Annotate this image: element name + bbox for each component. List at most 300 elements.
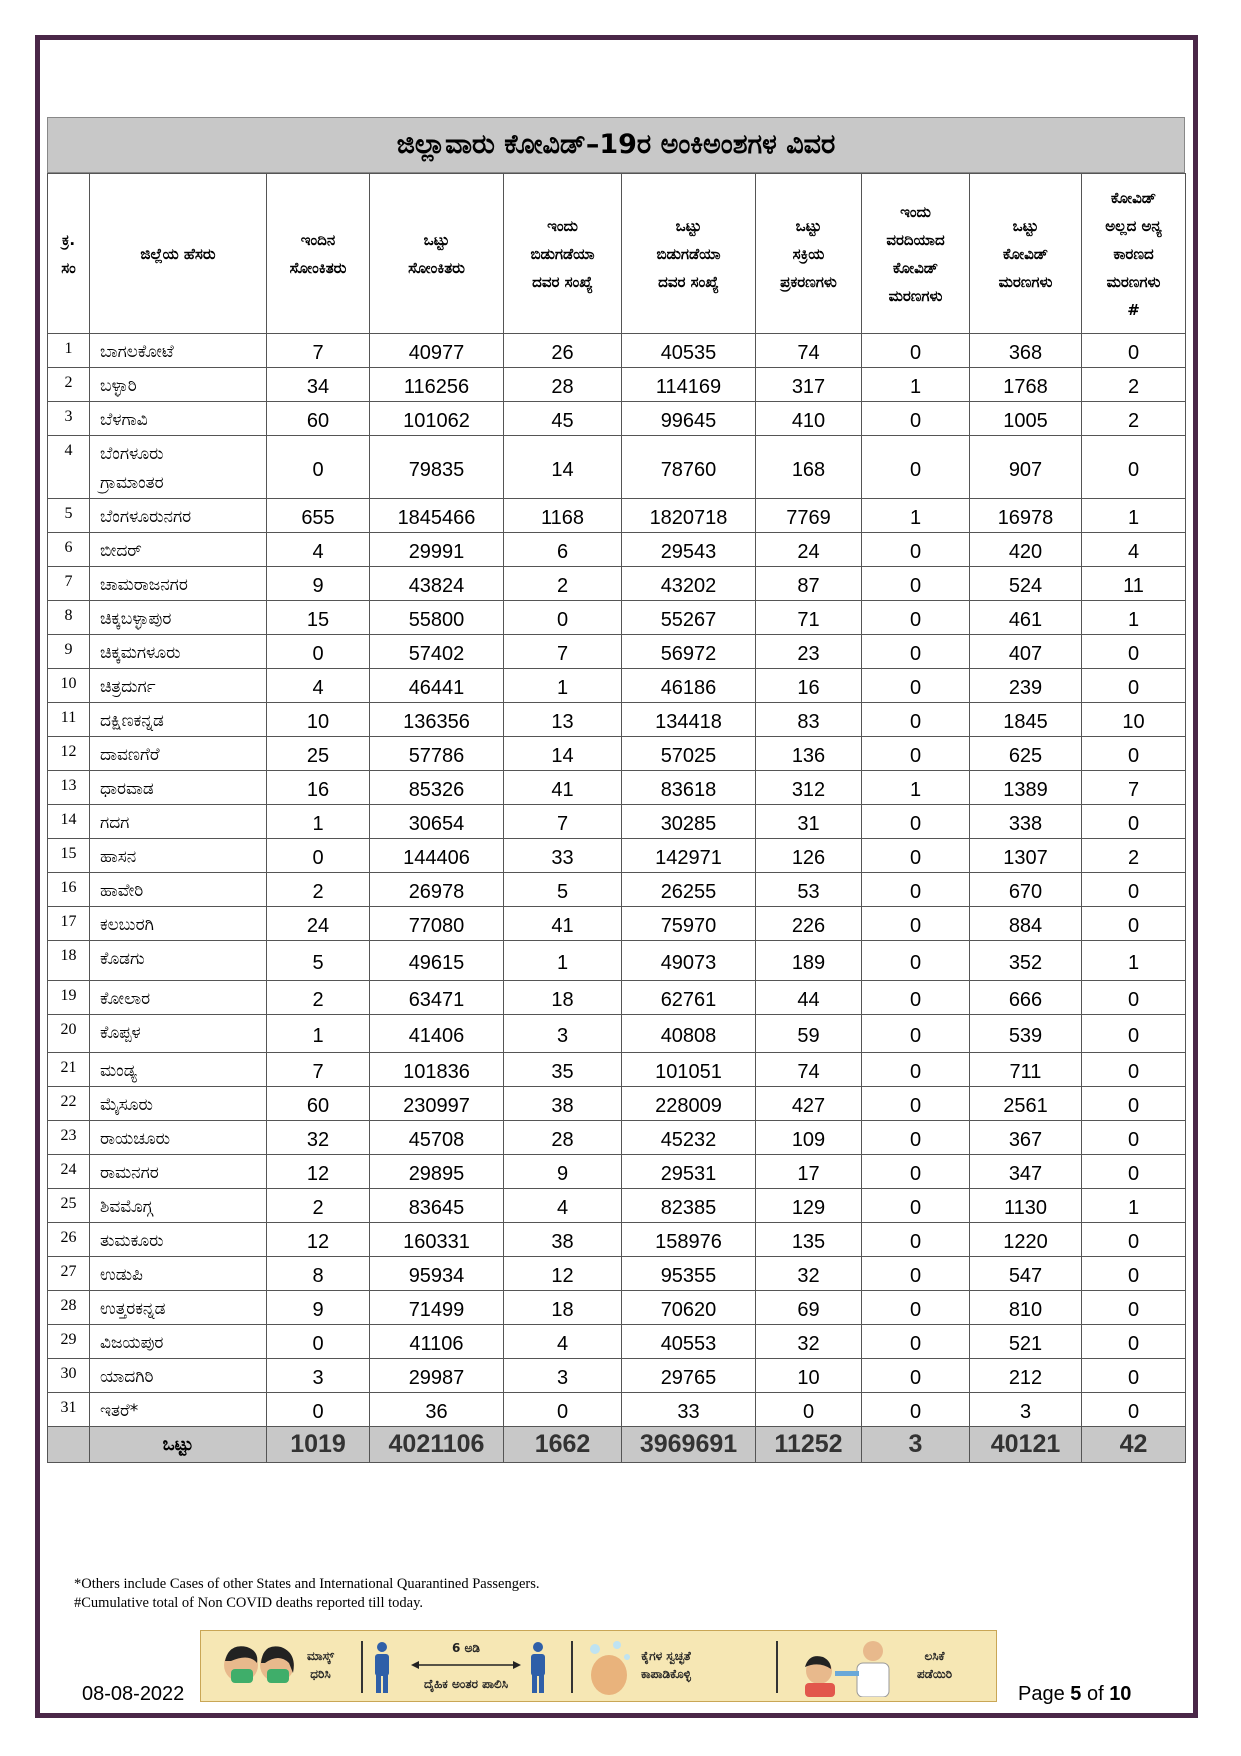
- cell-non-covid-deaths: 0: [1082, 1223, 1186, 1257]
- cell-active-cases: 129: [756, 1189, 862, 1223]
- serial-number: 24: [48, 1155, 90, 1189]
- district-name: [90, 635, 267, 669]
- district-name: [90, 601, 267, 635]
- district-covid-table: [47, 173, 1186, 1463]
- cell-total-positive: 40977: [370, 334, 504, 368]
- table-row: [48, 1325, 1186, 1359]
- cell-total-discharged: 45232: [622, 1121, 756, 1155]
- district-name: [90, 771, 267, 805]
- district-name: [90, 907, 267, 941]
- cell-today-discharged: 1168: [504, 499, 622, 533]
- header-line: ಕೋವಿಡ್: [1002, 244, 1049, 263]
- cell-total-deaths: 547: [970, 1257, 1082, 1291]
- cell-non-covid-deaths: 0: [1082, 1121, 1186, 1155]
- cell-today-positive: 12: [267, 1223, 370, 1257]
- district-name: [90, 941, 267, 981]
- cell-today-deaths: 0: [862, 1121, 970, 1155]
- cell-non-covid-deaths: 0: [1082, 737, 1186, 771]
- header-line: ಬಿಡುಗಡೆಯಾ: [530, 244, 595, 263]
- district-name-line: ಹಾಸನ: [100, 847, 137, 867]
- district-name: [90, 1291, 267, 1325]
- cell-today-deaths: 0: [862, 601, 970, 635]
- col-total-deaths: [970, 174, 1082, 334]
- header-line: ಕೋವಿಡ್: [1110, 188, 1157, 207]
- person-icon: [527, 1641, 549, 1693]
- cell-today-discharged: 14: [504, 737, 622, 771]
- cell-total-discharged: 56972: [622, 635, 756, 669]
- cell-total-positive: 29895: [370, 1155, 504, 1189]
- serial-number: 31: [48, 1393, 90, 1427]
- cell-total-deaths: 810: [970, 1291, 1082, 1325]
- cell-today-positive: 0: [267, 1393, 370, 1427]
- cell-active-cases: 427: [756, 1087, 862, 1121]
- cell-today-positive: 10: [267, 703, 370, 737]
- serial-number: 23: [48, 1121, 90, 1155]
- cell-today-discharged: 1: [504, 941, 622, 981]
- cell-active-cases: 24: [756, 533, 862, 567]
- serial-number: 19: [48, 981, 90, 1015]
- cell-non-covid-deaths: 0: [1082, 1325, 1186, 1359]
- table-row: [48, 533, 1186, 567]
- cell-total-positive: 83645: [370, 1189, 504, 1223]
- cell-today-positive: 7: [267, 1053, 370, 1087]
- cell-total-positive: 46441: [370, 669, 504, 703]
- district-name-line: ಧಾರವಾಡ: [100, 779, 154, 799]
- district-name-line: ಗದಗ: [100, 813, 130, 833]
- cell-total-deaths: 670: [970, 873, 1082, 907]
- cell-today-deaths: 0: [862, 1257, 970, 1291]
- cell-total-discharged: 228009: [622, 1087, 756, 1121]
- table-row: [48, 1189, 1186, 1223]
- hand-hygiene-label: ಕೈಗಳ ಸ್ವಚ್ಛತೆ ಕಾಪಾಡಿಕೊಳ್ಳಿ: [641, 1649, 691, 1681]
- cell-non-covid-deaths: 7: [1082, 771, 1186, 805]
- cell-today-discharged: 41: [504, 771, 622, 805]
- cell-total-discharged: 95355: [622, 1257, 756, 1291]
- header-line: ಒಟ್ಟು: [675, 216, 702, 235]
- cell-today-discharged: 38: [504, 1223, 622, 1257]
- serial-number: 8: [48, 601, 90, 635]
- cell-active-cases: 126: [756, 839, 862, 873]
- cell-total-discharged: 142971: [622, 839, 756, 873]
- cell-today-discharged: 14: [504, 436, 622, 499]
- district-name-line: ಬೀದರ್: [100, 541, 142, 561]
- cell-total-positive: 57786: [370, 737, 504, 771]
- district-name-line: ಚಿಕ್ಕಬಳ್ಳಾಪುರ: [100, 609, 172, 629]
- cell-active-cases: 109: [756, 1121, 862, 1155]
- cell-total-discharged: 43202: [622, 567, 756, 601]
- cell-non-covid-deaths: 0: [1082, 1257, 1186, 1291]
- district-name-line: ರಾಯಚೂರು: [100, 1129, 171, 1149]
- serial-number: 18: [48, 941, 90, 981]
- cell-total-positive: 160331: [370, 1223, 504, 1257]
- cell-total-positive: 57402: [370, 635, 504, 669]
- header-line: ಪ್ರಕರಣಗಳು: [780, 272, 837, 291]
- serial-number: 9: [48, 635, 90, 669]
- cell-today-positive: 9: [267, 567, 370, 601]
- cell-total-deaths: 1389: [970, 771, 1082, 805]
- table-row: [48, 1087, 1186, 1121]
- district-name: [90, 1257, 267, 1291]
- serial-number: 12: [48, 737, 90, 771]
- serial-number: 30: [48, 1359, 90, 1393]
- district-name-line: ವಿಜಯಪುರ: [100, 1333, 164, 1353]
- district-name: [90, 703, 267, 737]
- vaccination-icon: [793, 1637, 903, 1697]
- header-line: ಒಟ್ಟು: [1012, 216, 1039, 235]
- cell-total-deaths: 1768: [970, 368, 1082, 402]
- serial-number: 7: [48, 567, 90, 601]
- table-row: [48, 771, 1186, 805]
- cell-today-positive: 1: [267, 805, 370, 839]
- cell-total-discharged: 114169: [622, 368, 756, 402]
- cell-active-cases: 59: [756, 1015, 862, 1053]
- hand-wash-icon: [583, 1637, 635, 1697]
- cell-total-deaths: 368: [970, 334, 1082, 368]
- cell-total-deaths: 1005: [970, 402, 1082, 436]
- cell-non-covid-deaths: 11: [1082, 567, 1186, 601]
- cell-today-positive: 0: [267, 635, 370, 669]
- cell-non-covid-deaths: 1: [1082, 1189, 1186, 1223]
- cell-total-positive: 79835: [370, 436, 504, 499]
- cell-today-deaths: 1: [862, 499, 970, 533]
- cell-total-deaths: 352: [970, 941, 1082, 981]
- district-name: [90, 1393, 267, 1427]
- cell-total-positive: 136356: [370, 703, 504, 737]
- table-row: [48, 941, 1186, 981]
- header-line: ಸಂ: [61, 258, 76, 277]
- serial-number: 4: [48, 436, 90, 499]
- cell-today-discharged: 3: [504, 1015, 622, 1053]
- cell-active-cases: 17: [756, 1155, 862, 1189]
- table-row: [48, 334, 1186, 368]
- total-today-positive: 1019: [267, 1427, 370, 1463]
- report-date: 08-08-2022: [82, 1683, 185, 1705]
- cell-today-deaths: 1: [862, 771, 970, 805]
- cell-today-deaths: 0: [862, 737, 970, 771]
- footnote-non-covid: #Cumulative total of Non COVID deaths reported till today.: [74, 1595, 424, 1611]
- cell-today-positive: 2: [267, 981, 370, 1015]
- serial-number: 20: [48, 1015, 90, 1053]
- district-name: [90, 1359, 267, 1393]
- cell-today-discharged: 38: [504, 1087, 622, 1121]
- cell-total-positive: 30654: [370, 805, 504, 839]
- cell-today-positive: 4: [267, 669, 370, 703]
- cell-total-deaths: 666: [970, 981, 1082, 1015]
- table-row: [48, 1053, 1186, 1087]
- cell-today-deaths: 0: [862, 1359, 970, 1393]
- page-number: Page 5 of 10: [1018, 1683, 1132, 1705]
- table-row: [48, 1291, 1186, 1325]
- cell-total-discharged: 40535: [622, 334, 756, 368]
- district-name: [90, 533, 267, 567]
- cell-total-deaths: 338: [970, 805, 1082, 839]
- cell-active-cases: 312: [756, 771, 862, 805]
- col-district-name: [90, 174, 267, 334]
- cell-today-positive: 4: [267, 533, 370, 567]
- cell-today-positive: 24: [267, 907, 370, 941]
- cell-non-covid-deaths: 1: [1082, 941, 1186, 981]
- person-icon: [371, 1641, 393, 1693]
- cell-today-discharged: 35: [504, 1053, 622, 1087]
- cell-total-discharged: 57025: [622, 737, 756, 771]
- cell-today-positive: 655: [267, 499, 370, 533]
- district-name: [90, 1223, 267, 1257]
- cell-total-discharged: 70620: [622, 1291, 756, 1325]
- cell-today-discharged: 26: [504, 334, 622, 368]
- cell-active-cases: 74: [756, 1053, 862, 1087]
- cell-today-deaths: 0: [862, 1189, 970, 1223]
- district-name-line: ಗ್ರಾಮಾಂತರ: [100, 473, 164, 493]
- total-total-positive: 4021106: [370, 1427, 504, 1463]
- cell-total-deaths: 461: [970, 601, 1082, 635]
- cell-today-discharged: 2: [504, 567, 622, 601]
- cell-total-deaths: 1307: [970, 839, 1082, 873]
- cell-total-positive: 1845466: [370, 499, 504, 533]
- district-name-line: ಬೆಂಗಳೂರುನಗರ: [100, 507, 192, 527]
- cell-today-positive: 0: [267, 1325, 370, 1359]
- cell-total-positive: 49615: [370, 941, 504, 981]
- face-mask-icon: [219, 1639, 299, 1695]
- double-arrow-icon: [411, 1660, 521, 1670]
- total-row: [48, 1427, 1186, 1463]
- cell-today-positive: 9: [267, 1291, 370, 1325]
- cell-non-covid-deaths: 10: [1082, 703, 1186, 737]
- cell-non-covid-deaths: 0: [1082, 1053, 1186, 1087]
- cell-today-discharged: 3: [504, 1359, 622, 1393]
- cell-today-deaths: 0: [862, 1053, 970, 1087]
- district-name-line: ಚಾಮರಾಜನಗರ: [100, 575, 188, 595]
- district-name-line: ಉತ್ತರಕನ್ನಡ: [100, 1299, 166, 1319]
- table-row: [48, 805, 1186, 839]
- district-name-line: ದಾವಣಗೆರೆ: [100, 745, 160, 765]
- district-name-line: ಕಲಬುರಗಿ: [100, 915, 154, 935]
- cell-today-deaths: 0: [862, 533, 970, 567]
- cell-non-covid-deaths: 0: [1082, 635, 1186, 669]
- cell-today-deaths: 0: [862, 1223, 970, 1257]
- cell-active-cases: 69: [756, 1291, 862, 1325]
- cell-today-deaths: 0: [862, 1155, 970, 1189]
- cell-total-positive: 63471: [370, 981, 504, 1015]
- col-total-discharged: [622, 174, 756, 334]
- col-today-positive: [267, 174, 370, 334]
- cell-total-positive: 41406: [370, 1015, 504, 1053]
- cell-today-positive: 0: [267, 436, 370, 499]
- cell-today-positive: 15: [267, 601, 370, 635]
- cell-non-covid-deaths: 2: [1082, 402, 1186, 436]
- cell-total-deaths: 1220: [970, 1223, 1082, 1257]
- cell-active-cases: 32: [756, 1325, 862, 1359]
- table-row: [48, 635, 1186, 669]
- cell-total-deaths: 521: [970, 1325, 1082, 1359]
- cell-non-covid-deaths: 0: [1082, 1155, 1186, 1189]
- header-line: ಸಕ್ರಿಯ: [792, 244, 825, 263]
- district-name-line: ಮೈಸೂರು: [100, 1095, 153, 1115]
- cell-total-positive: 29991: [370, 533, 504, 567]
- district-name: [90, 368, 267, 402]
- cell-today-discharged: 28: [504, 1121, 622, 1155]
- header-line: ಇಂದು: [900, 202, 931, 221]
- serial-number: 25: [48, 1189, 90, 1223]
- cell-total-deaths: 367: [970, 1121, 1082, 1155]
- cell-active-cases: 7769: [756, 499, 862, 533]
- cell-today-discharged: 5: [504, 873, 622, 907]
- cell-today-discharged: 0: [504, 601, 622, 635]
- covid-guidelines-banner: [200, 1630, 997, 1702]
- total-today-deaths: 3: [862, 1427, 970, 1463]
- cell-total-deaths: 711: [970, 1053, 1082, 1087]
- district-name: [90, 737, 267, 771]
- cell-total-positive: 101062: [370, 402, 504, 436]
- serial-number: 10: [48, 669, 90, 703]
- cell-total-discharged: 33: [622, 1393, 756, 1427]
- serial-number: 27: [48, 1257, 90, 1291]
- district-name: [90, 805, 267, 839]
- cell-today-discharged: 7: [504, 635, 622, 669]
- cell-total-discharged: 26255: [622, 873, 756, 907]
- header-line: #: [1127, 300, 1140, 319]
- cell-non-covid-deaths: 0: [1082, 981, 1186, 1015]
- cell-total-discharged: 83618: [622, 771, 756, 805]
- district-name-line: ಚಿಕ್ಕಮಗಳೂರು: [100, 643, 181, 663]
- table-row: [48, 368, 1186, 402]
- district-name-line: ದಕ್ಷಿಣಕನ್ನಡ: [100, 711, 164, 731]
- serial-number: 5: [48, 499, 90, 533]
- district-name-line: ಬಳ್ಳಾರಿ: [100, 376, 137, 396]
- cell-total-positive: 230997: [370, 1087, 504, 1121]
- cell-non-covid-deaths: 0: [1082, 1359, 1186, 1393]
- table-row: [48, 601, 1186, 635]
- cell-today-discharged: 7: [504, 805, 622, 839]
- total-empty-cell: [48, 1427, 90, 1463]
- cell-total-positive: 116256: [370, 368, 504, 402]
- header-line: ಅಲ್ಲದ ಅನ್ಯ: [1105, 216, 1162, 235]
- cell-total-discharged: 62761: [622, 981, 756, 1015]
- footnote-others: *Others include Cases of other States and International Quarantined Passengers.: [74, 1576, 540, 1592]
- serial-number: 28: [48, 1291, 90, 1325]
- cell-today-positive: 60: [267, 1087, 370, 1121]
- cell-total-deaths: 3: [970, 1393, 1082, 1427]
- cell-non-covid-deaths: 0: [1082, 1087, 1186, 1121]
- serial-number: 16: [48, 873, 90, 907]
- mask-label: ಮಾಸ್ಕ್ ಧರಿಸಿ: [307, 1649, 335, 1681]
- district-name-line: ಉಡುಪಿ: [100, 1265, 143, 1285]
- cell-today-discharged: 4: [504, 1325, 622, 1359]
- banner-divider: [571, 1641, 573, 1693]
- cell-today-deaths: 0: [862, 1015, 970, 1053]
- district-name: [90, 873, 267, 907]
- district-name-line: ಹಾವೇರಿ: [100, 881, 144, 901]
- table-row: [48, 567, 1186, 601]
- distance-label: 6 ಅಡಿ ದೈಹಿಕ ಅಂತರ ಪಾಲಿಸಿ: [411, 1639, 521, 1693]
- cell-total-deaths: 347: [970, 1155, 1082, 1189]
- col-active-cases: [756, 174, 862, 334]
- cell-total-deaths: 625: [970, 737, 1082, 771]
- district-name: [90, 567, 267, 601]
- footnotes: [74, 1575, 539, 1613]
- total-label: ಒಟ್ಟು: [90, 1427, 267, 1463]
- cell-total-deaths: 420: [970, 533, 1082, 567]
- cell-non-covid-deaths: 0: [1082, 1291, 1186, 1325]
- cell-today-discharged: 33: [504, 839, 622, 873]
- cell-today-positive: 7: [267, 334, 370, 368]
- cell-total-discharged: 30285: [622, 805, 756, 839]
- col-total-positive: [370, 174, 504, 334]
- district-name: [90, 1087, 267, 1121]
- district-name: [90, 436, 267, 499]
- district-name-line: ಬಾಗಲಕೋಟೆ: [100, 342, 174, 362]
- serial-number: 22: [48, 1087, 90, 1121]
- cell-non-covid-deaths: 1: [1082, 499, 1186, 533]
- district-name: [90, 1189, 267, 1223]
- cell-active-cases: 83: [756, 703, 862, 737]
- cell-active-cases: 23: [756, 635, 862, 669]
- cell-total-discharged: 134418: [622, 703, 756, 737]
- cell-today-deaths: 0: [862, 1087, 970, 1121]
- cell-total-discharged: 55267: [622, 601, 756, 635]
- district-name: [90, 334, 267, 368]
- cell-active-cases: 71: [756, 601, 862, 635]
- serial-number: 21: [48, 1053, 90, 1087]
- banner-divider: [776, 1641, 778, 1693]
- cell-non-covid-deaths: 0: [1082, 669, 1186, 703]
- district-name: [90, 1053, 267, 1087]
- cell-today-discharged: 6: [504, 533, 622, 567]
- cell-today-discharged: 18: [504, 1291, 622, 1325]
- cell-today-discharged: 28: [504, 368, 622, 402]
- cell-today-positive: 5: [267, 941, 370, 981]
- cell-total-deaths: 407: [970, 635, 1082, 669]
- cell-total-positive: 41106: [370, 1325, 504, 1359]
- serial-number: 14: [48, 805, 90, 839]
- district-name-line: ಮಂಡ್ಯ: [100, 1061, 137, 1081]
- cell-today-discharged: 0: [504, 1393, 622, 1427]
- cell-today-deaths: 0: [862, 334, 970, 368]
- cell-total-deaths: 16978: [970, 499, 1082, 533]
- cell-today-deaths: 1: [862, 368, 970, 402]
- district-name-line: ಕೋಲಾರ: [100, 989, 151, 1009]
- total-active-cases: 11252: [756, 1427, 862, 1463]
- banner-divider: [361, 1641, 363, 1693]
- cell-today-positive: 2: [267, 1189, 370, 1223]
- cell-today-deaths: 0: [862, 402, 970, 436]
- vaccine-label: ಲಸಿಕೆ ಪಡೆಯಿರಿ: [917, 1649, 953, 1681]
- total-today-discharged: 1662: [504, 1427, 622, 1463]
- district-name-line: ಬೆಂಗಳೂರು: [100, 444, 164, 464]
- header-line: ದವರ ಸಂಖ್ಯೆ: [658, 272, 719, 291]
- table-row: [48, 499, 1186, 533]
- cell-active-cases: 410: [756, 402, 862, 436]
- table-row: [48, 1393, 1186, 1427]
- cell-today-positive: 2: [267, 873, 370, 907]
- header-line: ಸೋಂಕಿತರು: [289, 258, 347, 277]
- cell-total-deaths: 524: [970, 567, 1082, 601]
- cell-active-cases: 135: [756, 1223, 862, 1257]
- total-total-discharged: 3969691: [622, 1427, 756, 1463]
- district-name: [90, 1325, 267, 1359]
- cell-today-deaths: 0: [862, 436, 970, 499]
- table-row: [48, 839, 1186, 873]
- table-row: [48, 981, 1186, 1015]
- cell-active-cases: 136: [756, 737, 862, 771]
- header-line: ಇಂದು: [547, 216, 578, 235]
- cell-today-discharged: 45: [504, 402, 622, 436]
- cell-today-deaths: 0: [862, 941, 970, 981]
- cell-total-discharged: 1820718: [622, 499, 756, 533]
- col-today-discharged: [504, 174, 622, 334]
- district-name-line: ತುಮಕೂರು: [100, 1231, 164, 1251]
- col-today-deaths: [862, 174, 970, 334]
- cell-non-covid-deaths: 2: [1082, 839, 1186, 873]
